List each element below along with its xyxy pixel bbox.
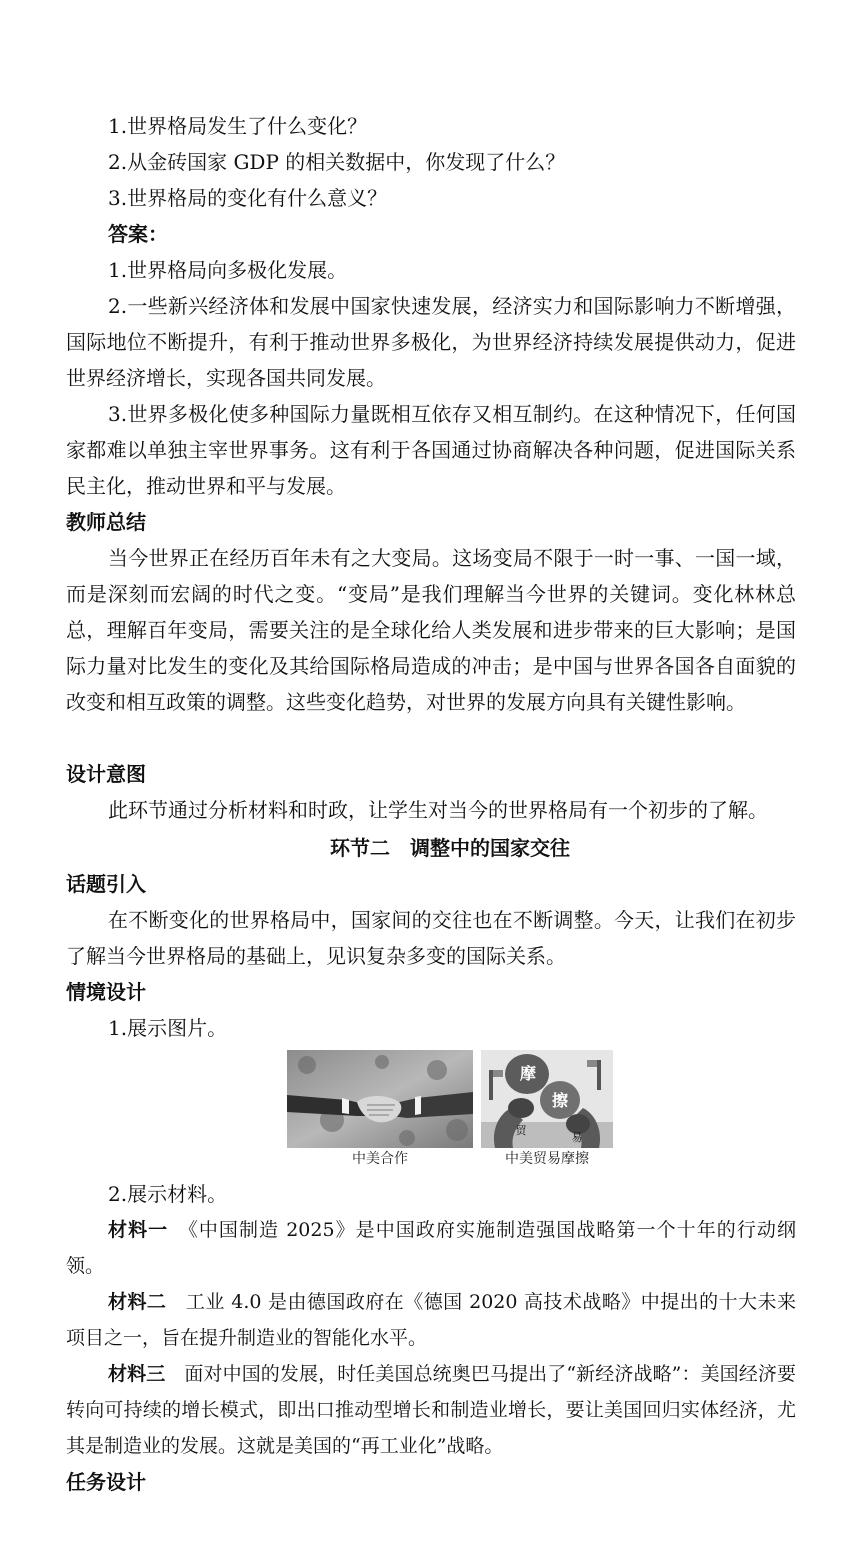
topic-intro-heading: 话题引入 — [66, 872, 146, 896]
material-3 — [66, 1356, 796, 1464]
material-2-text: 工业 4.0 是由德国政府在《德国 2020 高技术战略》中提出的十大未来项目之一，旨在提升制造业的智能化水平。 — [66, 1291, 796, 1349]
glove-text-1: 摩 — [519, 1064, 536, 1083]
material-2 — [66, 1284, 796, 1356]
scenario-item-2: 2.展示材料。 — [108, 1182, 228, 1206]
image-caption-trade-friction: 中美贸易摩擦 — [505, 1151, 589, 1167]
answer-2: 2.一些新兴经济体和发展中国家快速发展，经济实力和国际影响力不断增强，国际地位不断提升，有利于推动世界多极化，为世界经济持续发展提供动力，促进世界经济增长，实现各国共同发展。 — [66, 294, 796, 390]
handshake-icon — [287, 1050, 473, 1148]
question-2: 2.从金砖国家 GDP 的相关数据中，你发现了什么？ — [108, 150, 566, 174]
answer-3: 3.世界多极化使多种国际力量既相互依存又相互制约。在这种情况下，任何国家都难以单独主宰世界事务。这有利于各国通过协商解决各种问题，促进国际关系民主化，推动世界和平与发展。 — [66, 402, 796, 498]
task-design-heading: 任务设计 — [66, 1470, 146, 1494]
answer-label: 答案： — [108, 222, 168, 246]
material-3-text: 面对中国的发展，时任美国总统奥巴马提出了“新经济战略”：美国经济要转向可持续的增长模式，即出口推动型增长和制造业增长，要让美国回归实体经济，尤其是制造业的发展。这就是美国的“再工业化”战略。 — [66, 1363, 796, 1457]
handshake-photo — [287, 1050, 473, 1148]
answer-1: 1.世界格局向多极化发展。 — [108, 258, 348, 282]
design-intent-text: 此环节通过分析材料和时政，让学生对当今的世界格局有一个初步的了解。 — [108, 798, 768, 822]
scenario-item-1: 1.展示图片。 — [108, 1016, 228, 1040]
question-3: 3.世界格局的变化有什么意义？ — [108, 186, 388, 210]
question-1: 1.世界格局发生了什么变化？ — [108, 114, 368, 138]
material-3-label: 材料三 — [108, 1363, 166, 1385]
section-title: 环节二 调整中的国家交往 — [330, 836, 570, 860]
hand-text-1: 贸 — [515, 1124, 527, 1137]
material-1-label: 材料一 — [108, 1219, 169, 1241]
teacher-summary-text: 当今世界正在经历百年未有之大变局。这场变局不限于一时一事、一国一域，而是深刻而宏阔的时代之变。“变局”是我们理解当今世界的关键词。变化林林总总，理解百年变局，需要关注的是全球化给人类发展和进步带来的巨大影响；是国际力量对比发生的变化及其给国际格局造成的冲击；是中国与世界各国各自面貌的改变和相互政策的调整。这些变化趋势，对世界的发展方向具有关键性影响。 — [66, 546, 796, 714]
teacher-summary-heading: 教师总结 — [66, 510, 146, 534]
topic-intro-text: 在不断变化的世界格局中，国家间的交往也在不断调整。今天，让我们在初步了解当今世界格局的基础上，见识复杂多变的国际关系。 — [66, 908, 796, 968]
image-caption-cooperation: 中美合作 — [352, 1151, 408, 1167]
scenario-heading: 情境设计 — [66, 980, 146, 1004]
material-2-label: 材料二 — [108, 1291, 167, 1313]
design-intent-heading: 设计意图 — [66, 762, 146, 786]
trade-friction-cartoon — [481, 1050, 613, 1148]
hand-text-2: 易 — [571, 1131, 583, 1144]
boxing-gloves-icon — [481, 1050, 613, 1148]
glove-text-2: 擦 — [551, 1091, 568, 1110]
material-1 — [66, 1212, 796, 1284]
material-1-text: 《中国制造 2025》是中国政府实施制造强国战略第一个十年的行动纲领。 — [66, 1219, 796, 1277]
